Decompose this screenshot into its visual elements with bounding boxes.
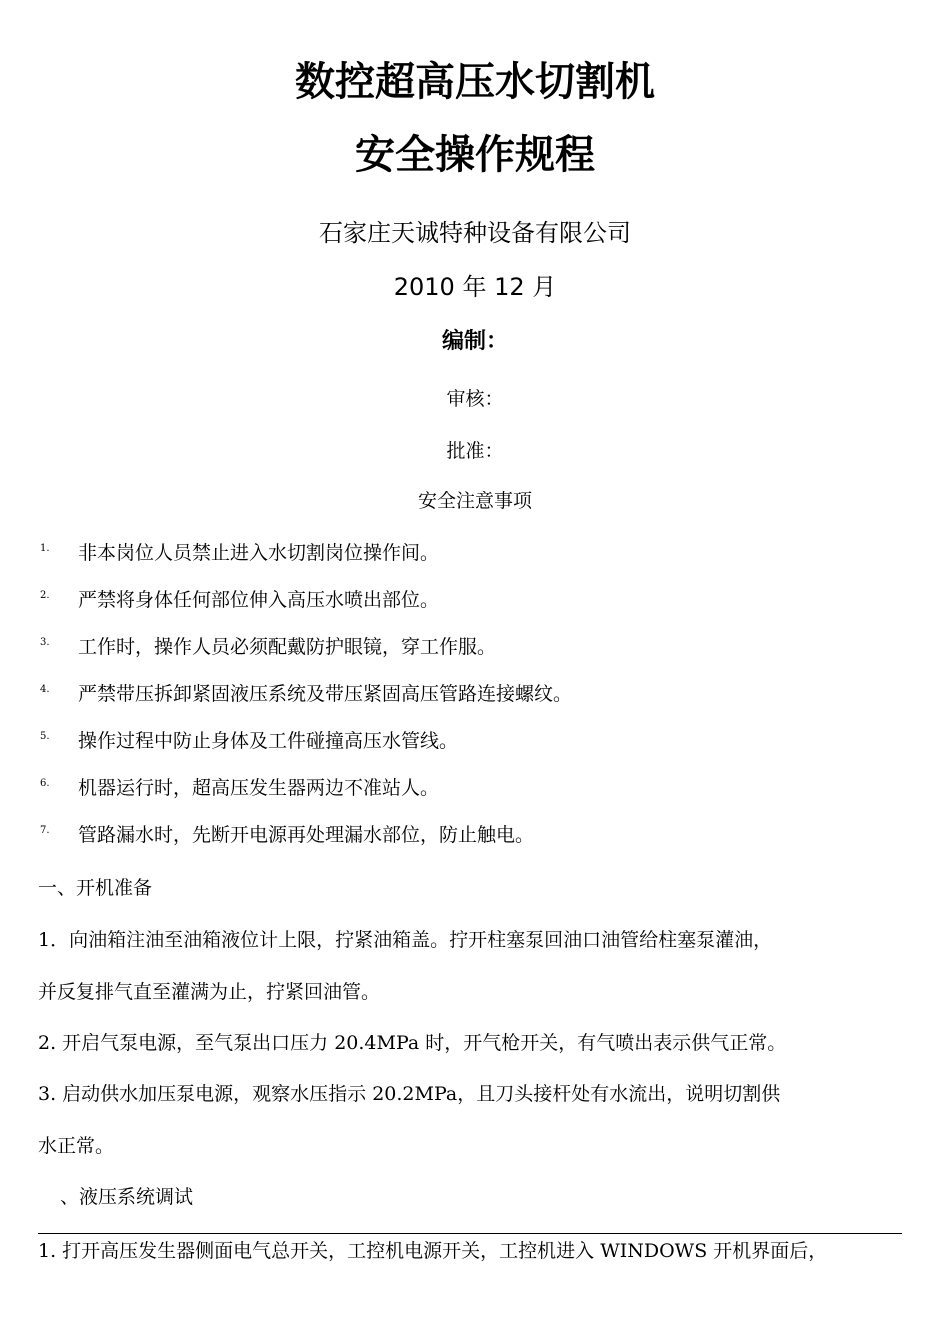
section-heading-startup: 一、开机准备 [38, 877, 153, 899]
list-item-text: 机器运行时，超高压发生器两边不准站人。 [78, 777, 440, 799]
paragraph-prep-1-line1: 1．向油箱注油至油箱液位计上限，拧紧油箱盖。拧开柱塞泵回油口油管给柱塞泵灌油， [38, 929, 773, 951]
paragraph-hydraulic-1: 1. 打开高压发生器侧面电气总开关，工控机电源开关，工控机进入 WINDOWS 开机界面后， [38, 1240, 828, 1262]
list-item-number: 6. [40, 778, 50, 789]
document-title-line1: 数控超高压水切割机 [295, 59, 655, 105]
document-title-line2: 安全操作规程 [355, 132, 595, 178]
approved-by-label: 批准： [446, 440, 504, 462]
list-item-number: 2. [40, 590, 50, 601]
list-item-text: 操作过程中防止身体及工件碰撞高压水管线。 [78, 730, 459, 752]
divider [38, 1233, 902, 1234]
list-item-number: 1. [40, 543, 50, 554]
paragraph-prep-3-line1: 3. 启动供水加压泵电源，观察水压指示 20.2MPa，且刀头接杆处有水流出，说明切割供 [38, 1083, 781, 1105]
list-item-text: 管路漏水时，先断开电源再处理漏水部位，防止触电。 [78, 824, 535, 846]
document-date: 2010 年 12 月 [393, 273, 557, 301]
list-item-number: 7. [40, 825, 50, 836]
list-item-text: 非本岗位人员禁止进入水切割岗位操作间。 [78, 542, 440, 564]
list-item-text: 工作时，操作人员必须配戴防护眼镜，穿工作服。 [78, 636, 497, 658]
list-item-number: 3. [40, 637, 50, 648]
paragraph-prep-3-line2: 水正常。 [38, 1135, 115, 1157]
section-title: 安全注意事项 [417, 490, 532, 512]
list-item-text: 严禁带压拆卸紧固液压系统及带压紧固高压管路连接螺纹。 [78, 683, 573, 705]
reviewed-by-label: 审核： [446, 388, 504, 410]
paragraph-prep-1-line2: 并反复排气直至灌满为止，拧紧回油管。 [38, 981, 381, 1003]
section-heading-hydraulic: 、液压系统调试 [60, 1186, 194, 1208]
paragraph-prep-2: 2. 开启气泵电源，至气泵出口压力 20.4MPa 时，开气枪开关，有气喷出表示供气正常。 [38, 1032, 787, 1054]
list-item-number: 5. [40, 731, 50, 742]
compiled-by-label: 编制： [441, 329, 508, 354]
list-item-text: 严禁将身体任何部位伸入高压水喷出部位。 [78, 589, 440, 611]
company-name: 石家庄天诚特种设备有限公司 [319, 219, 631, 247]
list-item-number: 4. [40, 684, 50, 695]
